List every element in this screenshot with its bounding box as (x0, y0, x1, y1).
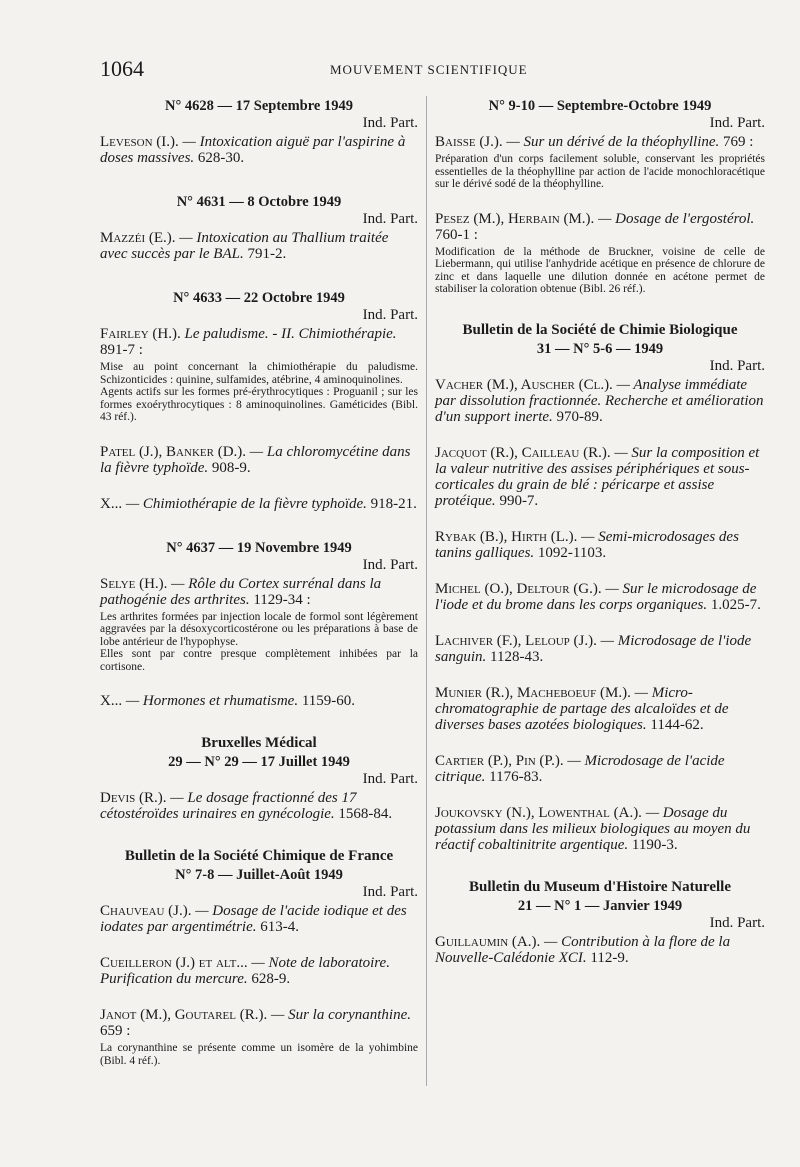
entry-title: — La chloromycétine dans la fièvre typhoïde. (100, 443, 411, 476)
entry-authors: Mazzéi (E.). (100, 230, 176, 246)
entry-pages: 613-4. (260, 919, 300, 935)
page-header (100, 56, 750, 82)
bibliographic-entry (100, 1007, 418, 1039)
entry-title: — Dosage de l'acide iodique et des iodates par argentimétrie. (100, 903, 407, 935)
entry-title: — Intoxication au Thallium traitée avec succès par le BAL. (100, 230, 389, 262)
abstract-paragraph: Elles sont par contre presque complètement inhibées par la cortisone. (100, 648, 418, 673)
ind-part: Ind. Part. (362, 115, 418, 131)
ind-part: Ind. Part. (362, 556, 418, 573)
bibliographic-entry (435, 805, 765, 853)
ind-part: Ind. Part. (362, 884, 418, 900)
entry-pages: 628-9. (251, 971, 291, 987)
entry-authors: Rybak (B.), Hirth (L.). (435, 528, 578, 545)
entry-authors: Joukovsky (N.), Lowenthal (A.). (435, 804, 642, 821)
entry-pages: 112-9. (590, 949, 629, 966)
right-column (435, 96, 765, 966)
entry-title: — Note de laboratoire. Purification du mercure. (100, 955, 390, 987)
bibliographic-entry (435, 134, 765, 150)
entry-pages: 1190-3. (631, 836, 678, 853)
ind-part: Ind. Part. (709, 357, 765, 374)
entry-authors: Janot (M.), Goutarel (R.). (100, 1007, 268, 1023)
abstract-paragraph: Modification de la méthode de Bruckner, voisine de celle de Liebermann, qui utilise l'anhydride acétique en présence de chlorure de zinc et dans laquelle une dilution donnée en acétone permet de stabiliser la coloration obtenue (Bibl. 26 réf.). (435, 245, 765, 295)
entry-pages: 1568-84. (338, 806, 393, 822)
ind-part: Ind. Part. (362, 307, 418, 323)
issue-heading: N° 4628 — 17 Septembre 1949 (165, 98, 353, 114)
entry-abstract (435, 246, 765, 296)
entry-title: — Sur la corynanthine. (271, 1007, 411, 1023)
entry-authors: Lachiver (F.), Leloup (J.). (435, 632, 597, 649)
issue-heading: N° 4631 — 8 Octobre 1949 (176, 194, 342, 210)
entry-title: — Microdosage de l'iode sanguin. (435, 632, 752, 665)
bibliographic-entry (435, 934, 765, 966)
abstract-paragraph: Préparation d'un corps facilement soluble, conservant les propriétés essentielles de la théophylline par action de l'acide monochloracétique sur le dérivé sodé de la théophylline. (435, 153, 765, 190)
bibliographic-entry (435, 211, 765, 243)
entry-pages: 1128-43. (490, 648, 544, 665)
entry-pages: 760-1 : (435, 226, 478, 243)
bibliographic-entry (100, 496, 418, 512)
entry-title: — Chimiothérapie de la fièvre typhoïde. (125, 495, 367, 512)
entry-abstract (100, 611, 418, 674)
entry-title: — Dosage de l'ergostérol. (598, 210, 755, 227)
entry-authors: Chauveau (J.). (100, 903, 192, 919)
entry-authors: Devis (R.). (100, 790, 167, 806)
entry-authors: Jacquot (R.), Cailleau (R.). (435, 444, 611, 461)
entry-authors: Fairley (H.). (100, 326, 181, 342)
entry-abstract (100, 1042, 418, 1067)
entry-pages: 891-7 : (100, 342, 143, 358)
journal-title: Bruxelles Médical (201, 735, 317, 751)
bibliographic-entry (435, 685, 765, 733)
entry-pages: 1159-60. (301, 693, 356, 709)
bibliographic-entry (435, 753, 765, 785)
ind-part: Ind. Part. (362, 771, 418, 787)
entry-title: — Contribution à la flore de la Nouvelle-Calédonie XCI. (435, 933, 731, 966)
entry-pages: 769 : (723, 134, 754, 150)
entry-pages: 908-9. (211, 459, 251, 476)
bibliographic-entry (100, 955, 418, 987)
entry-authors: X... (100, 495, 123, 512)
entry-title: — Le dosage fractionné des 17 cétostéroïdes urinaires en gynécologie. (100, 790, 357, 822)
issue-heading: 31 — N° 5-6 — 1949 (536, 340, 664, 357)
entry-authors: Cartier (P.), Pin (P.). (435, 752, 564, 769)
bibliographic-entry (100, 790, 418, 822)
bibliographic-entry (100, 230, 418, 262)
ind-part: Ind. Part. (362, 211, 418, 227)
bibliographic-entry (435, 445, 765, 509)
entry-authors: X... (100, 693, 123, 709)
bibliographic-entry (100, 134, 418, 166)
ind-part: Ind. Part. (709, 115, 765, 131)
entry-title: — Sur la composition et la valeur nutritive des assises périphériques et sous-corticales du grain de blé : péricarpe et assise protéique. (435, 444, 760, 509)
journal-title: Bulletin du Museum d'Histoire Naturelle (469, 878, 731, 895)
entry-pages: 970-89. (556, 408, 603, 425)
bibliographic-entry (100, 444, 418, 476)
entry-title: — Dosage du potassium dans les milieux biologiques au moyen du réactif cobaltinitrite argentique. (435, 804, 751, 853)
bibliographic-entry (435, 529, 765, 561)
entry-authors: Munier (R.), Macheboeuf (M.). (435, 684, 631, 701)
entry-pages: 918-21. (370, 495, 417, 512)
page-number: 1064 (100, 56, 144, 81)
entry-title: — Micro-chromatographie de partage des alcaloïdes et de diverses bases azotées biologiques. (435, 684, 729, 733)
entry-authors: Selye (H.). (100, 575, 168, 592)
bibliographic-entry (435, 377, 765, 425)
entry-title: — Sur le microdosage de l'iode et du brome dans les corps organiques. (435, 580, 757, 613)
entry-authors: Patel (J.), Banker (D.). (100, 443, 247, 460)
entry-authors: Vacher (M.), Auscher (Cl.). (435, 376, 613, 393)
entry-pages: 628-30. (197, 150, 245, 166)
bibliographic-entry (100, 326, 418, 358)
entry-title: — Semi-microdosages des tanins galliques. (435, 528, 739, 561)
entry-title: — Hormones et rhumatisme. (125, 693, 299, 709)
issue-heading: N° 4637 — 19 Novembre 1949 (166, 539, 352, 556)
bibliographic-entry (435, 581, 765, 613)
left-column (100, 96, 418, 1067)
entry-authors: Pesez (M.), Herbain (M.). (435, 210, 595, 227)
entry-pages: 1092-1103. (537, 544, 607, 561)
issue-heading: 21 — N° 1 — Janvier 1949 (517, 897, 683, 914)
bibliographic-entry (100, 576, 418, 608)
abstract-paragraph: Mise au point concernant la chimiothérapie du paludisme. Schizonticides : quinine, sulfamides, atébrine, 4 aminoquinolines. (100, 361, 418, 386)
ind-part: Ind. Part. (709, 914, 765, 931)
issue-heading: 29 — N° 29 — 17 Juillet 1949 (168, 754, 350, 770)
running-head: MOUVEMENT SCIENTIFIQUE (330, 62, 528, 77)
issue-heading: N° 7-8 — Juillet-Août 1949 (175, 867, 343, 883)
abstract-paragraph: Les arthrites formées par injection locale de formol sont légèrement aggravées par la désoxycorticostérone ou les préparations à base de lobe antérieur de l'hypophyse. (100, 610, 418, 648)
entry-title: — Rôle du Cortex surrénal dans la pathogénie des arthrites. (100, 575, 382, 608)
entry-abstract (435, 153, 765, 191)
entry-authors: Leveson (I.). (100, 134, 179, 150)
entry-title: — Analyse immédiate par dissolution fractionnée. Recherche et amélioration d'un support inerte. (435, 376, 764, 425)
entry-abstract (100, 361, 418, 424)
entry-authors: Michel (O.), Deltour (G.). (435, 580, 602, 597)
entry-authors: Cueilleron (J.) et alt... (100, 955, 248, 971)
journal-title: Bulletin de la Société Chimique de France (124, 848, 394, 864)
entry-title: — Microdosage de l'acide citrique. (435, 752, 725, 785)
entry-title: — Intoxication aiguë par l'aspirine à doses massives. (100, 134, 406, 166)
bibliographic-entry (100, 903, 418, 935)
abstract-paragraph: Agents actifs sur les formes pré-érythrocytiques : Proguanil ; sur les formes exoérythrocytiques : 8 aminoquinolines. Gaméticides (Bibl. 43 réf.). (100, 386, 418, 423)
bibliographic-entry (435, 633, 765, 665)
entry-title: Le paludisme. - II. Chimiothérapie. (184, 326, 397, 342)
issue-heading: N° 9-10 — Septembre-Octobre 1949 (488, 98, 712, 114)
entry-authors: Guillaumin (A.). (435, 933, 541, 950)
entry-title: — Sur un dérivé de la théophylline. (506, 134, 720, 150)
entry-pages: 1144-62. (650, 716, 704, 733)
entry-pages: 791-2. (247, 246, 287, 262)
issue-heading: N° 4633 — 22 Octobre 1949 (173, 290, 345, 306)
entry-pages: 1129-34 : (253, 591, 311, 608)
entry-pages: 1176-83. (489, 768, 543, 785)
entry-authors: Baisse (J.). (435, 134, 503, 150)
abstract-paragraph: La corynanthine se présente comme un isomère de la yohimbine (Bibl. 4 réf.). (100, 1042, 418, 1067)
column-divider (426, 96, 427, 1086)
bibliographic-entry (100, 693, 418, 709)
entry-pages: 990-7. (499, 492, 539, 509)
entry-pages: 659 : (100, 1023, 131, 1039)
journal-title: Bulletin de la Société de Chimie Biologique (462, 321, 738, 338)
entry-pages: 1.025-7. (710, 596, 761, 613)
